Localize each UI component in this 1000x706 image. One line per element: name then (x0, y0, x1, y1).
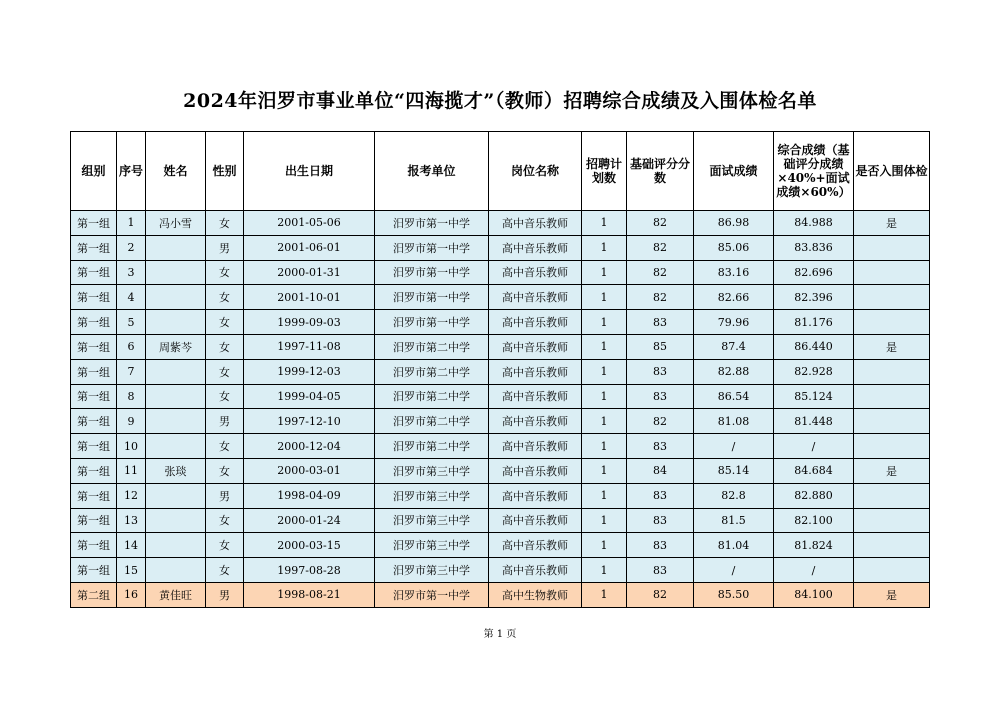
cell-group: 第一组 (71, 483, 117, 508)
cell-group: 第一组 (71, 558, 117, 583)
cell-interview: 82.66 (694, 285, 774, 310)
cell-no: 10 (117, 434, 146, 459)
table-row (71, 310, 930, 335)
cell-plan: 1 (582, 384, 627, 409)
cell-group: 第一组 (71, 310, 117, 335)
cell-unit: 汨罗市第三中学 (375, 458, 489, 483)
cell-birth: 1997-08-28 (244, 558, 375, 583)
cell-birth: 2000-01-31 (244, 260, 375, 285)
cell-total: 81.824 (774, 533, 854, 558)
cell-gender: 女 (206, 334, 244, 359)
cell-post: 高中音乐教师 (489, 310, 582, 335)
cell-birth: 1998-08-21 (244, 582, 375, 607)
cell-post: 高中音乐教师 (489, 235, 582, 260)
cell-interview: / (694, 434, 774, 459)
cell-no: 14 (117, 533, 146, 558)
cell-plan: 1 (582, 582, 627, 607)
cell-group: 第一组 (71, 458, 117, 483)
cell-plan: 1 (582, 285, 627, 310)
cell-gender: 男 (206, 582, 244, 607)
table-row (71, 483, 930, 508)
cell-group: 第一组 (71, 334, 117, 359)
cell-birth: 2000-03-01 (244, 458, 375, 483)
cell-post: 高中音乐教师 (489, 458, 582, 483)
cell-base: 82 (627, 285, 694, 310)
cell-total: 84.100 (774, 582, 854, 607)
table-row (71, 582, 930, 607)
cell-post: 高中音乐教师 (489, 285, 582, 310)
cell-total: 84.988 (774, 211, 854, 236)
cell-pass (854, 558, 930, 583)
cell-gender: 女 (206, 458, 244, 483)
cell-pass (854, 508, 930, 533)
header-cell: 报考单位 (375, 132, 489, 211)
cell-birth: 1998-04-09 (244, 483, 375, 508)
page-title: 2024年汨罗市事业单位“四海揽才”（教师）招聘综合成绩及入围体检名单 (183, 90, 817, 112)
cell-unit: 汨罗市第三中学 (375, 558, 489, 583)
cell-base: 83 (627, 558, 694, 583)
cell-group: 第一组 (71, 211, 117, 236)
cell-post: 高中音乐教师 (489, 334, 582, 359)
table-row (71, 211, 930, 236)
cell-name (146, 483, 206, 508)
cell-group: 第一组 (71, 434, 117, 459)
cell-base: 84 (627, 458, 694, 483)
cell-pass (854, 483, 930, 508)
cell-gender: 女 (206, 260, 244, 285)
cell-base: 83 (627, 533, 694, 558)
cell-interview: 81.08 (694, 409, 774, 434)
cell-unit: 汨罗市第一中学 (375, 582, 489, 607)
cell-base: 83 (627, 508, 694, 533)
table-row (71, 285, 930, 310)
header-cell: 性别 (206, 132, 244, 211)
cell-gender: 女 (206, 558, 244, 583)
cell-name: 张琰 (146, 458, 206, 483)
cell-no: 12 (117, 483, 146, 508)
cell-post: 高中音乐教师 (489, 409, 582, 434)
cell-no: 9 (117, 409, 146, 434)
cell-interview: 81.04 (694, 533, 774, 558)
cell-name (146, 359, 206, 384)
table-row (71, 558, 930, 583)
cell-total: 82.696 (774, 260, 854, 285)
cell-name (146, 235, 206, 260)
cell-pass (854, 384, 930, 409)
cell-base: 83 (627, 483, 694, 508)
cell-unit: 汨罗市第三中学 (375, 483, 489, 508)
header-cell: 基础评分分数 (627, 132, 694, 211)
cell-post: 高中音乐教师 (489, 533, 582, 558)
cell-gender: 女 (206, 310, 244, 335)
cell-group: 第一组 (71, 508, 117, 533)
cell-total: 82.396 (774, 285, 854, 310)
cell-total: / (774, 558, 854, 583)
cell-name (146, 508, 206, 533)
cell-post: 高中音乐教师 (489, 508, 582, 533)
cell-plan: 1 (582, 334, 627, 359)
header-cell: 姓名 (146, 132, 206, 211)
cell-interview: 81.5 (694, 508, 774, 533)
cell-interview: / (694, 558, 774, 583)
header-cell: 出生日期 (244, 132, 375, 211)
header-cell: 岗位名称 (489, 132, 582, 211)
cell-base: 82 (627, 260, 694, 285)
cell-name (146, 310, 206, 335)
cell-unit: 汨罗市第一中学 (375, 211, 489, 236)
cell-group: 第一组 (71, 533, 117, 558)
cell-plan: 1 (582, 235, 627, 260)
cell-pass (854, 260, 930, 285)
cell-unit: 汨罗市第三中学 (375, 533, 489, 558)
cell-no: 16 (117, 582, 146, 607)
cell-name (146, 558, 206, 583)
cell-name (146, 285, 206, 310)
cell-base: 82 (627, 211, 694, 236)
cell-total: 82.928 (774, 359, 854, 384)
cell-name: 黄佳旺 (146, 582, 206, 607)
cell-plan: 1 (582, 409, 627, 434)
cell-unit: 汨罗市第一中学 (375, 235, 489, 260)
cell-name: 冯小雪 (146, 211, 206, 236)
cell-birth: 2000-03-15 (244, 533, 375, 558)
table-body (71, 211, 930, 608)
cell-plan: 1 (582, 558, 627, 583)
header-cell: 综合成绩（基础评分成绩×40%+面试成绩×60%） (774, 132, 854, 211)
cell-base: 82 (627, 235, 694, 260)
cell-pass (854, 285, 930, 310)
cell-birth: 1997-11-08 (244, 334, 375, 359)
cell-gender: 女 (206, 285, 244, 310)
cell-total: 81.176 (774, 310, 854, 335)
cell-plan: 1 (582, 458, 627, 483)
cell-plan: 1 (582, 434, 627, 459)
results-table (70, 131, 930, 608)
cell-gender: 女 (206, 533, 244, 558)
cell-gender: 男 (206, 409, 244, 434)
cell-plan: 1 (582, 483, 627, 508)
cell-total: 81.448 (774, 409, 854, 434)
cell-post: 高中生物教师 (489, 582, 582, 607)
cell-no: 5 (117, 310, 146, 335)
cell-birth: 2001-06-01 (244, 235, 375, 260)
table-row (71, 235, 930, 260)
cell-name (146, 384, 206, 409)
header-cell: 面试成绩 (694, 132, 774, 211)
header-cell: 是否入围体检 (854, 132, 930, 211)
cell-plan: 1 (582, 359, 627, 384)
cell-interview: 82.88 (694, 359, 774, 384)
table-row (71, 409, 930, 434)
cell-no: 6 (117, 334, 146, 359)
cell-birth: 1999-09-03 (244, 310, 375, 335)
cell-unit: 汨罗市第一中学 (375, 310, 489, 335)
cell-no: 1 (117, 211, 146, 236)
cell-no: 8 (117, 384, 146, 409)
table-row (71, 434, 930, 459)
cell-unit: 汨罗市第二中学 (375, 409, 489, 434)
cell-pass: 是 (854, 211, 930, 236)
cell-no: 15 (117, 558, 146, 583)
cell-name (146, 409, 206, 434)
cell-interview: 82.8 (694, 483, 774, 508)
cell-plan: 1 (582, 211, 627, 236)
cell-birth: 1999-12-03 (244, 359, 375, 384)
cell-name (146, 434, 206, 459)
cell-gender: 女 (206, 384, 244, 409)
cell-base: 83 (627, 384, 694, 409)
cell-plan: 1 (582, 533, 627, 558)
cell-base: 83 (627, 434, 694, 459)
cell-no: 11 (117, 458, 146, 483)
cell-pass (854, 409, 930, 434)
cell-birth: 1999-04-05 (244, 384, 375, 409)
cell-no: 7 (117, 359, 146, 384)
header-cell: 组别 (71, 132, 117, 211)
cell-group: 第一组 (71, 235, 117, 260)
cell-no: 4 (117, 285, 146, 310)
cell-total: / (774, 434, 854, 459)
cell-post: 高中音乐教师 (489, 558, 582, 583)
cell-total: 84.684 (774, 458, 854, 483)
cell-interview: 85.14 (694, 458, 774, 483)
cell-total: 83.836 (774, 235, 854, 260)
cell-group: 第一组 (71, 384, 117, 409)
cell-pass: 是 (854, 334, 930, 359)
cell-interview: 87.4 (694, 334, 774, 359)
cell-no: 13 (117, 508, 146, 533)
cell-birth: 2001-10-01 (244, 285, 375, 310)
cell-unit: 汨罗市第二中学 (375, 334, 489, 359)
cell-unit: 汨罗市第二中学 (375, 359, 489, 384)
table-row (71, 359, 930, 384)
cell-birth: 2001-05-06 (244, 211, 375, 236)
table-row (71, 508, 930, 533)
cell-total: 85.124 (774, 384, 854, 409)
table-row (71, 384, 930, 409)
cell-unit: 汨罗市第三中学 (375, 508, 489, 533)
cell-group: 第一组 (71, 260, 117, 285)
cell-group: 第二组 (71, 582, 117, 607)
cell-post: 高中音乐教师 (489, 260, 582, 285)
cell-pass (854, 533, 930, 558)
cell-birth: 2000-12-04 (244, 434, 375, 459)
cell-post: 高中音乐教师 (489, 211, 582, 236)
cell-pass (854, 310, 930, 335)
cell-pass: 是 (854, 458, 930, 483)
cell-base: 85 (627, 334, 694, 359)
table-row (71, 533, 930, 558)
cell-name (146, 533, 206, 558)
cell-plan: 1 (582, 260, 627, 285)
cell-post: 高中音乐教师 (489, 384, 582, 409)
cell-total: 82.880 (774, 483, 854, 508)
cell-base: 83 (627, 310, 694, 335)
cell-gender: 女 (206, 434, 244, 459)
cell-interview: 83.16 (694, 260, 774, 285)
cell-name (146, 260, 206, 285)
cell-interview: 79.96 (694, 310, 774, 335)
cell-base: 83 (627, 359, 694, 384)
cell-group: 第一组 (71, 285, 117, 310)
cell-gender: 女 (206, 508, 244, 533)
cell-post: 高中音乐教师 (489, 434, 582, 459)
cell-gender: 女 (206, 359, 244, 384)
header-cell: 序号 (117, 132, 146, 211)
cell-birth: 2000-01-24 (244, 508, 375, 533)
cell-pass: 是 (854, 582, 930, 607)
cell-post: 高中音乐教师 (489, 359, 582, 384)
cell-post: 高中音乐教师 (489, 483, 582, 508)
page-number: 第 1 页 (483, 629, 517, 640)
cell-gender: 男 (206, 235, 244, 260)
cell-plan: 1 (582, 310, 627, 335)
cell-total: 86.440 (774, 334, 854, 359)
table-row (71, 260, 930, 285)
cell-plan: 1 (582, 508, 627, 533)
header-row (71, 132, 930, 211)
cell-group: 第一组 (71, 409, 117, 434)
cell-name: 周紫芩 (146, 334, 206, 359)
cell-no: 3 (117, 260, 146, 285)
cell-no: 2 (117, 235, 146, 260)
header-cell: 招聘计划数 (582, 132, 627, 211)
cell-gender: 男 (206, 483, 244, 508)
cell-pass (854, 359, 930, 384)
cell-group: 第一组 (71, 359, 117, 384)
table-row (71, 458, 930, 483)
cell-total: 82.100 (774, 508, 854, 533)
cell-interview: 85.50 (694, 582, 774, 607)
cell-base: 82 (627, 409, 694, 434)
cell-unit: 汨罗市第一中学 (375, 260, 489, 285)
cell-base: 82 (627, 582, 694, 607)
table-row (71, 334, 930, 359)
cell-birth: 1997-12-10 (244, 409, 375, 434)
cell-unit: 汨罗市第二中学 (375, 384, 489, 409)
cell-unit: 汨罗市第二中学 (375, 434, 489, 459)
cell-interview: 86.54 (694, 384, 774, 409)
cell-pass (854, 235, 930, 260)
cell-interview: 85.06 (694, 235, 774, 260)
cell-gender: 女 (206, 211, 244, 236)
cell-interview: 86.98 (694, 211, 774, 236)
cell-pass (854, 434, 930, 459)
cell-unit: 汨罗市第一中学 (375, 285, 489, 310)
